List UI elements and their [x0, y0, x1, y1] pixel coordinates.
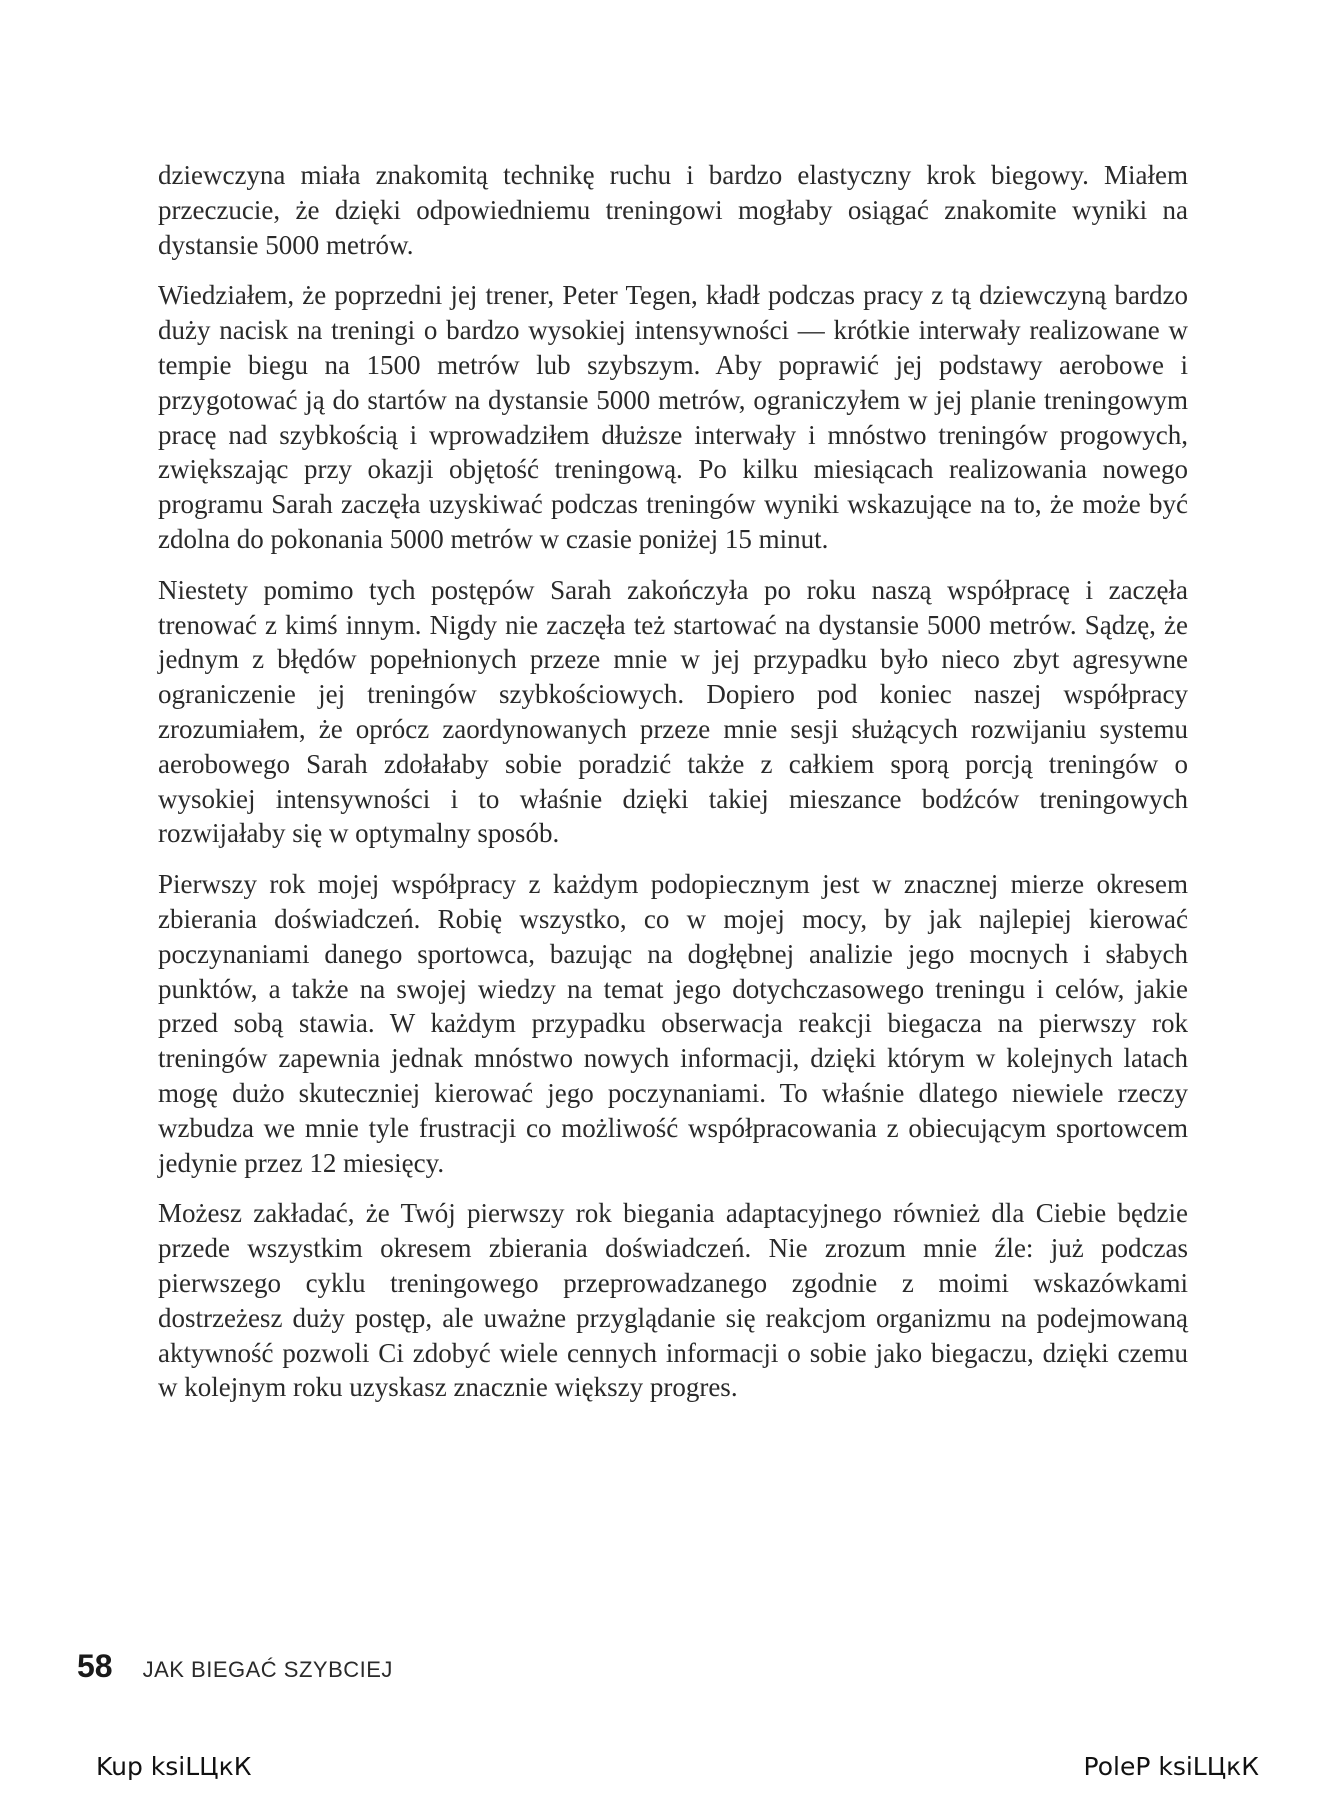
- buy-book-link[interactable]: Kup ksiLЦкК: [96, 1752, 252, 1781]
- paragraph-1: dziewczyna miała znakomitą technikę ruchu i bardzo elastyczny krok biegowy. Miałem przeczucie, że dzięki odpowiedniemu treningowi mogłaby osiągać znakomite wyniki na dystansie 5000 metrów.: [158, 160, 1188, 260]
- running-title: JAK BIEGAĆ SZYBCIEJ: [142, 1657, 393, 1682]
- body-text: [158, 158, 1188, 1421]
- recommend-book-link[interactable]: PoleP ksiLЦкК: [1083, 1752, 1259, 1781]
- page-footer: [77, 1648, 393, 1685]
- paragraph-2: Wiedziałem, że poprzedni jej trener, Peter Tegen, kładł podczas pracy z tą dziewczyną bardzo duży nacisk na treningi o bardzo wysokiej intensywności — krótkie interwały realizowane w tempie biegu na 1500 metrów lub szybszym. Aby poprawić jej podstawy aerobowe i przygotować ją do startów na dystansie 5000 metrów, ograniczyłem w jej planie treningowym pracę nad szybkością i wprowadziłem dłuższe interwały i mnóstwo treningów progowych, zwiększając przy okazji objętość treningową. Po kilku miesiącach realizowania nowego programu Sarah zaczęła uzyskiwać podczas treningów wyniki wskazujące na to, że może być zdolna do pokonania 5000 metrów w czasie poniżej 15 minut.: [158, 280, 1188, 554]
- paragraph-3: Niestety pomimo tych postępów Sarah zakończyła po roku naszą współpracę i zaczęła trenować z kimś innym. Nigdy nie zaczęła też startować na dystansie 5000 metrów. Sądzę, że jednym z błędów popełnionych przeze mnie w jej przypadku było nieco zbyt agresywne ograniczenie jej treningów szybkościowych. Dopiero pod koniec naszej współpracy zrozumiałem, że oprócz zaordynowanych przeze mnie sesji służących rozwijaniu systemu aerobowego Sarah zdołałaby sobie poradzić także z całkiem sporą porcją treningów o wysokiej intensywności i to właśnie dzięki takiej mieszance bodźców treningowych rozwijałaby się w optymalny sposób.: [158, 574, 1188, 849]
- paragraph-5: Możesz zakładać, że Twój pierwszy rok biegania adaptacyjnego również dla Ciebie będzie przede wszystkim okresem zbierania doświadczeń. Nie zrozum mnie źle: już podczas pierwszego cyklu treningowego przeprowadzanego zgodnie z moimi wskazówkami dostrzeżesz duży postęp, ale uważne przyglądanie się reakcjom organizmu na podejmowaną aktywność pozwoli Ci zdobyć wiele cennych informacji o sobie jako biegaczu, dzięki czemu w kolejnym roku uzyskasz znacznie większy progres.: [158, 1198, 1188, 1403]
- paragraph-4: Pierwszy rok mojej współpracy z każdym podopiecznym jest w znacznej mierze okresem zbierania doświadczeń. Robię wszystko, co w mojej mocy, by jak najlepiej kierować poczynaniami danego sportowca, bazując na dogłębnej analizie jego mocnych i słabych punktów, a także na swojej wiedzy na temat jego dotychczasowego treningu i celów, jakie przed sobą stawia. W każdym przypadku obserwacja reakcji biegacza na pierwszy rok treningów zapewnia jednak mnóstwo nowych informacji, dzięki którym w kolejnych latach mogę dużo skuteczniej kierować jego poczynaniami. To właśnie dlatego niewiele rzeczy wzbudza we mnie tyle frustracji co możliwość współpracowania z obiecującym sportowcem jedynie przez 12 miesięcy.: [158, 869, 1188, 1178]
- page-number: 58: [77, 1648, 113, 1684]
